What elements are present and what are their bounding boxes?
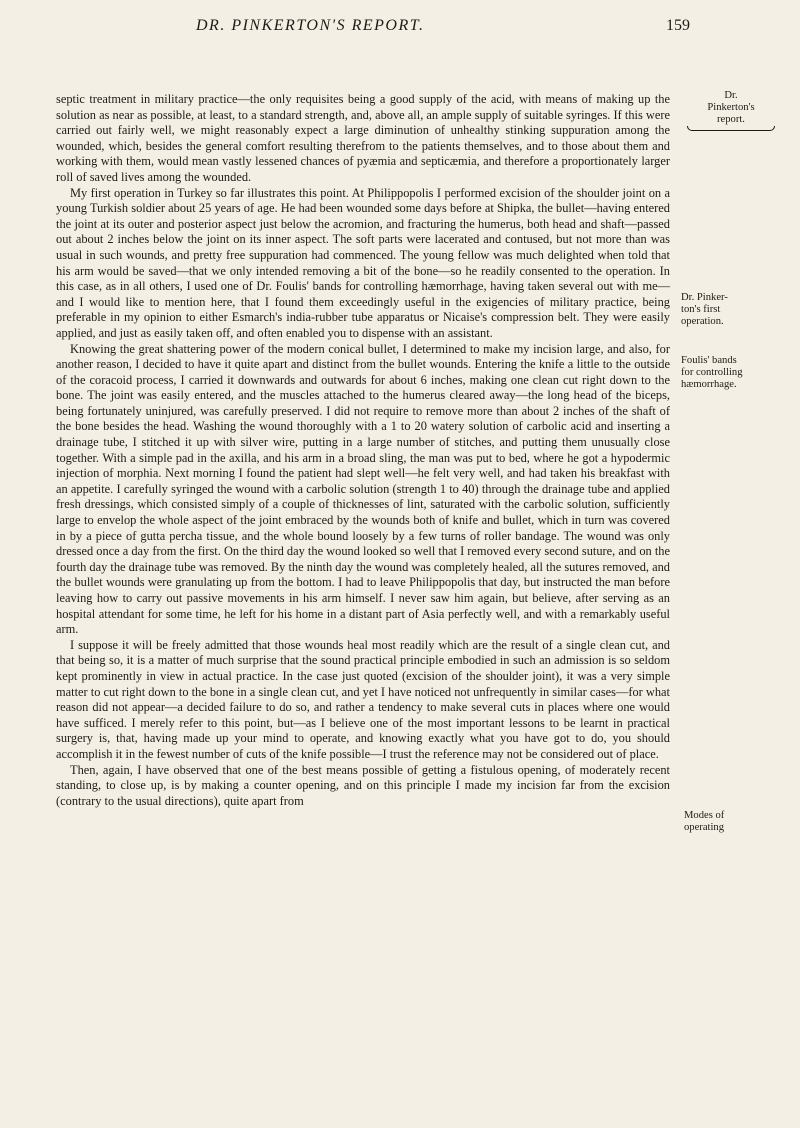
paragraph-septic-treatment: septic treatment in military practice—the only requisites being a good supply of the acid, with means of making up the solution as near as possible, at least, to a standard strength, and, above all, an ample supply of suitable syringes. If this were carried out fairly well, we might reasonably expect a large diminution of unhealthy stinking suppuration among the wounded, which, besides the general comfort resulting therefrom to the patients themselves, and to those about them and working with them, would mean vastly lessened chances of pyæmia and septicæmia, and therefore a proportionately larger roll of saved lives among the wounded. (56, 92, 670, 184)
margin-note-report (681, 90, 781, 131)
running-head (0, 17, 800, 41)
page-number: 159 (666, 17, 690, 34)
margin-note-line: Foulis' bands (681, 355, 737, 366)
margin-note-modes-of-operating (684, 810, 724, 834)
paragraph-first-operation: My first operation in Turkey so far illustrates this point. At Philippopolis I performed excision of the shoulder joint on a young Turkish soldier about 25 years of age. He had been wounded some days before at Shipka, the bullet—having entered the joint at its outer and posterior aspect just below the acromion, and fracturing the humerus, both head and shaft—passed out about 2 inches below the joint on its inner aspect. The soft parts were lacerated and contused, but not more than was usual in such wounds, and pretty free suppuration had commenced. The young fellow was much delighted when told that his arm would be saved—that we only intended removing a bit of the bone—so he readily consented to the operation. In this case, as in all others, I used one of Dr. Foulis' bands for controlling hæmorrhage, having taken several out with me—and I would like to mention here, that I found them exceedingly useful in the exigencies of military practice, being preferable in my opinion to either Esmarch's india-rubber tube apparatus or Nicaise's compression belt. They were easily applied, and just as easily taken off, and often enabled you to dispense with an assistant. (56, 185, 670, 340)
margin-note-first-operation (681, 292, 728, 328)
margin-note-line: Pinkerton's (707, 102, 755, 113)
paragraph-bullet-incision: Knowing the great shattering power of the modern conical bullet, I determined to make my incision large, and also, for another reason, I decided to have it quite apart and distinct from the bullet wounds. Entering the knife a little to the outside of the coracoid process, I carried it downwards and outwards for about 6 inches, making one clean cut right down to the bone. The joint was easily entered, and the muscles attached to the humerus cleared away—the long head of the biceps, being fortunately uninjured, was carefully preserved. I did not require to remove more than about 2 inches of the shaft of the bone besides the head. Washing the wound thoroughly with a 1 to 20 watery solution of carbolic acid and inserting a drainage tube, I stitched it up with silver wire, putting in a large number of stitches, and putting them unusually close together. With a simple pad in the axilla, and his arm in a broad sling, the man was put to bed, where he got a hypodermic injection of morphia. Next morning I found the patient had slept well—he felt very well, and had taken his breakfast with an appetite. I carefully syringed the wound with a carbolic solution (strength 1 to 40) through the drainage tube and applied fresh dressings, which consisted simply of a couple of thicknesses of lint, saturated with the carbolic solution, sufficiently large to envelop the whole aspect of the joint embraced by the wounds both of knife and bullet, which in turn was covered in by a piece of gutta percha tissue, and the whole bound loosely by a few turns of roller bandage. The wound was only dressed once a day from the first. On the third day the wound looked so well that I removed every second suture, and on the fourth day the drainage tube was removed. By the ninth day the wound was completely healed, all the sutures removed, and the bullet wounds were granulating up from the bottom. I had to leave Philippopolis that day, but instructed the man before leaving how to carry out passive movements in his arm himself. I never saw him again, but believe, after serving as an hospital attendant for some time, he left for his home in a distant part of Asia perfectly well, and with a remarkably useful arm. (56, 341, 670, 637)
margin-note-line: Dr. Pinker- (681, 292, 728, 303)
margin-note-line: operating (684, 822, 725, 833)
margin-note-foulis-bands (681, 355, 743, 391)
margin-note-line: Modes of (684, 810, 725, 821)
margin-note-line: operation. (681, 316, 724, 327)
margin-note-line: hæmorrhage. (681, 379, 737, 390)
running-title: DR. PINKERTON'S REPORT. (196, 17, 425, 34)
margin-brace (687, 126, 775, 131)
margin-note-line: Dr. (724, 90, 738, 101)
margin-note-line: report. (717, 114, 745, 125)
margin-note-line: ton's first (681, 304, 721, 315)
paragraph-fistulous-opening: Then, again, I have observed that one of the best means possible of getting a fistulous opening, of moderately recent standing, to close up, is by making a counter opening, and on this principle I made my incision far from the excision (contrary to the usual directions), quite apart from (56, 762, 670, 808)
body-text (56, 92, 670, 809)
paragraph-clean-cut: I suppose it will be freely admitted that those wounds heal most readily which are the result of a single clean cut, and that being so, it is a matter of much surprise that the sound practical principle embodied in such an admission is so seldom kept prominently in view in actual practice. In the case just quoted (excision of the shoulder joint), it was a very simple matter to cut right down to the bone in a single clean cut, and yet I have noticed not unfrequently in similar cases—for what reason did not appear—a decided failure to do so, and rather a tendency to make several cuts in places where one would have sufficed. I merely refer to this point, but—as I believe one of the most important lessons to be learnt in practical surgery is, that, having made up your mind to operate, and knowing exactly what you have got to do, you should accomplish it in the fewest number of cuts of the knife possible—I trust the reference may not be considered out of place. (56, 637, 670, 761)
margin-note-line: for controlling (681, 367, 743, 378)
